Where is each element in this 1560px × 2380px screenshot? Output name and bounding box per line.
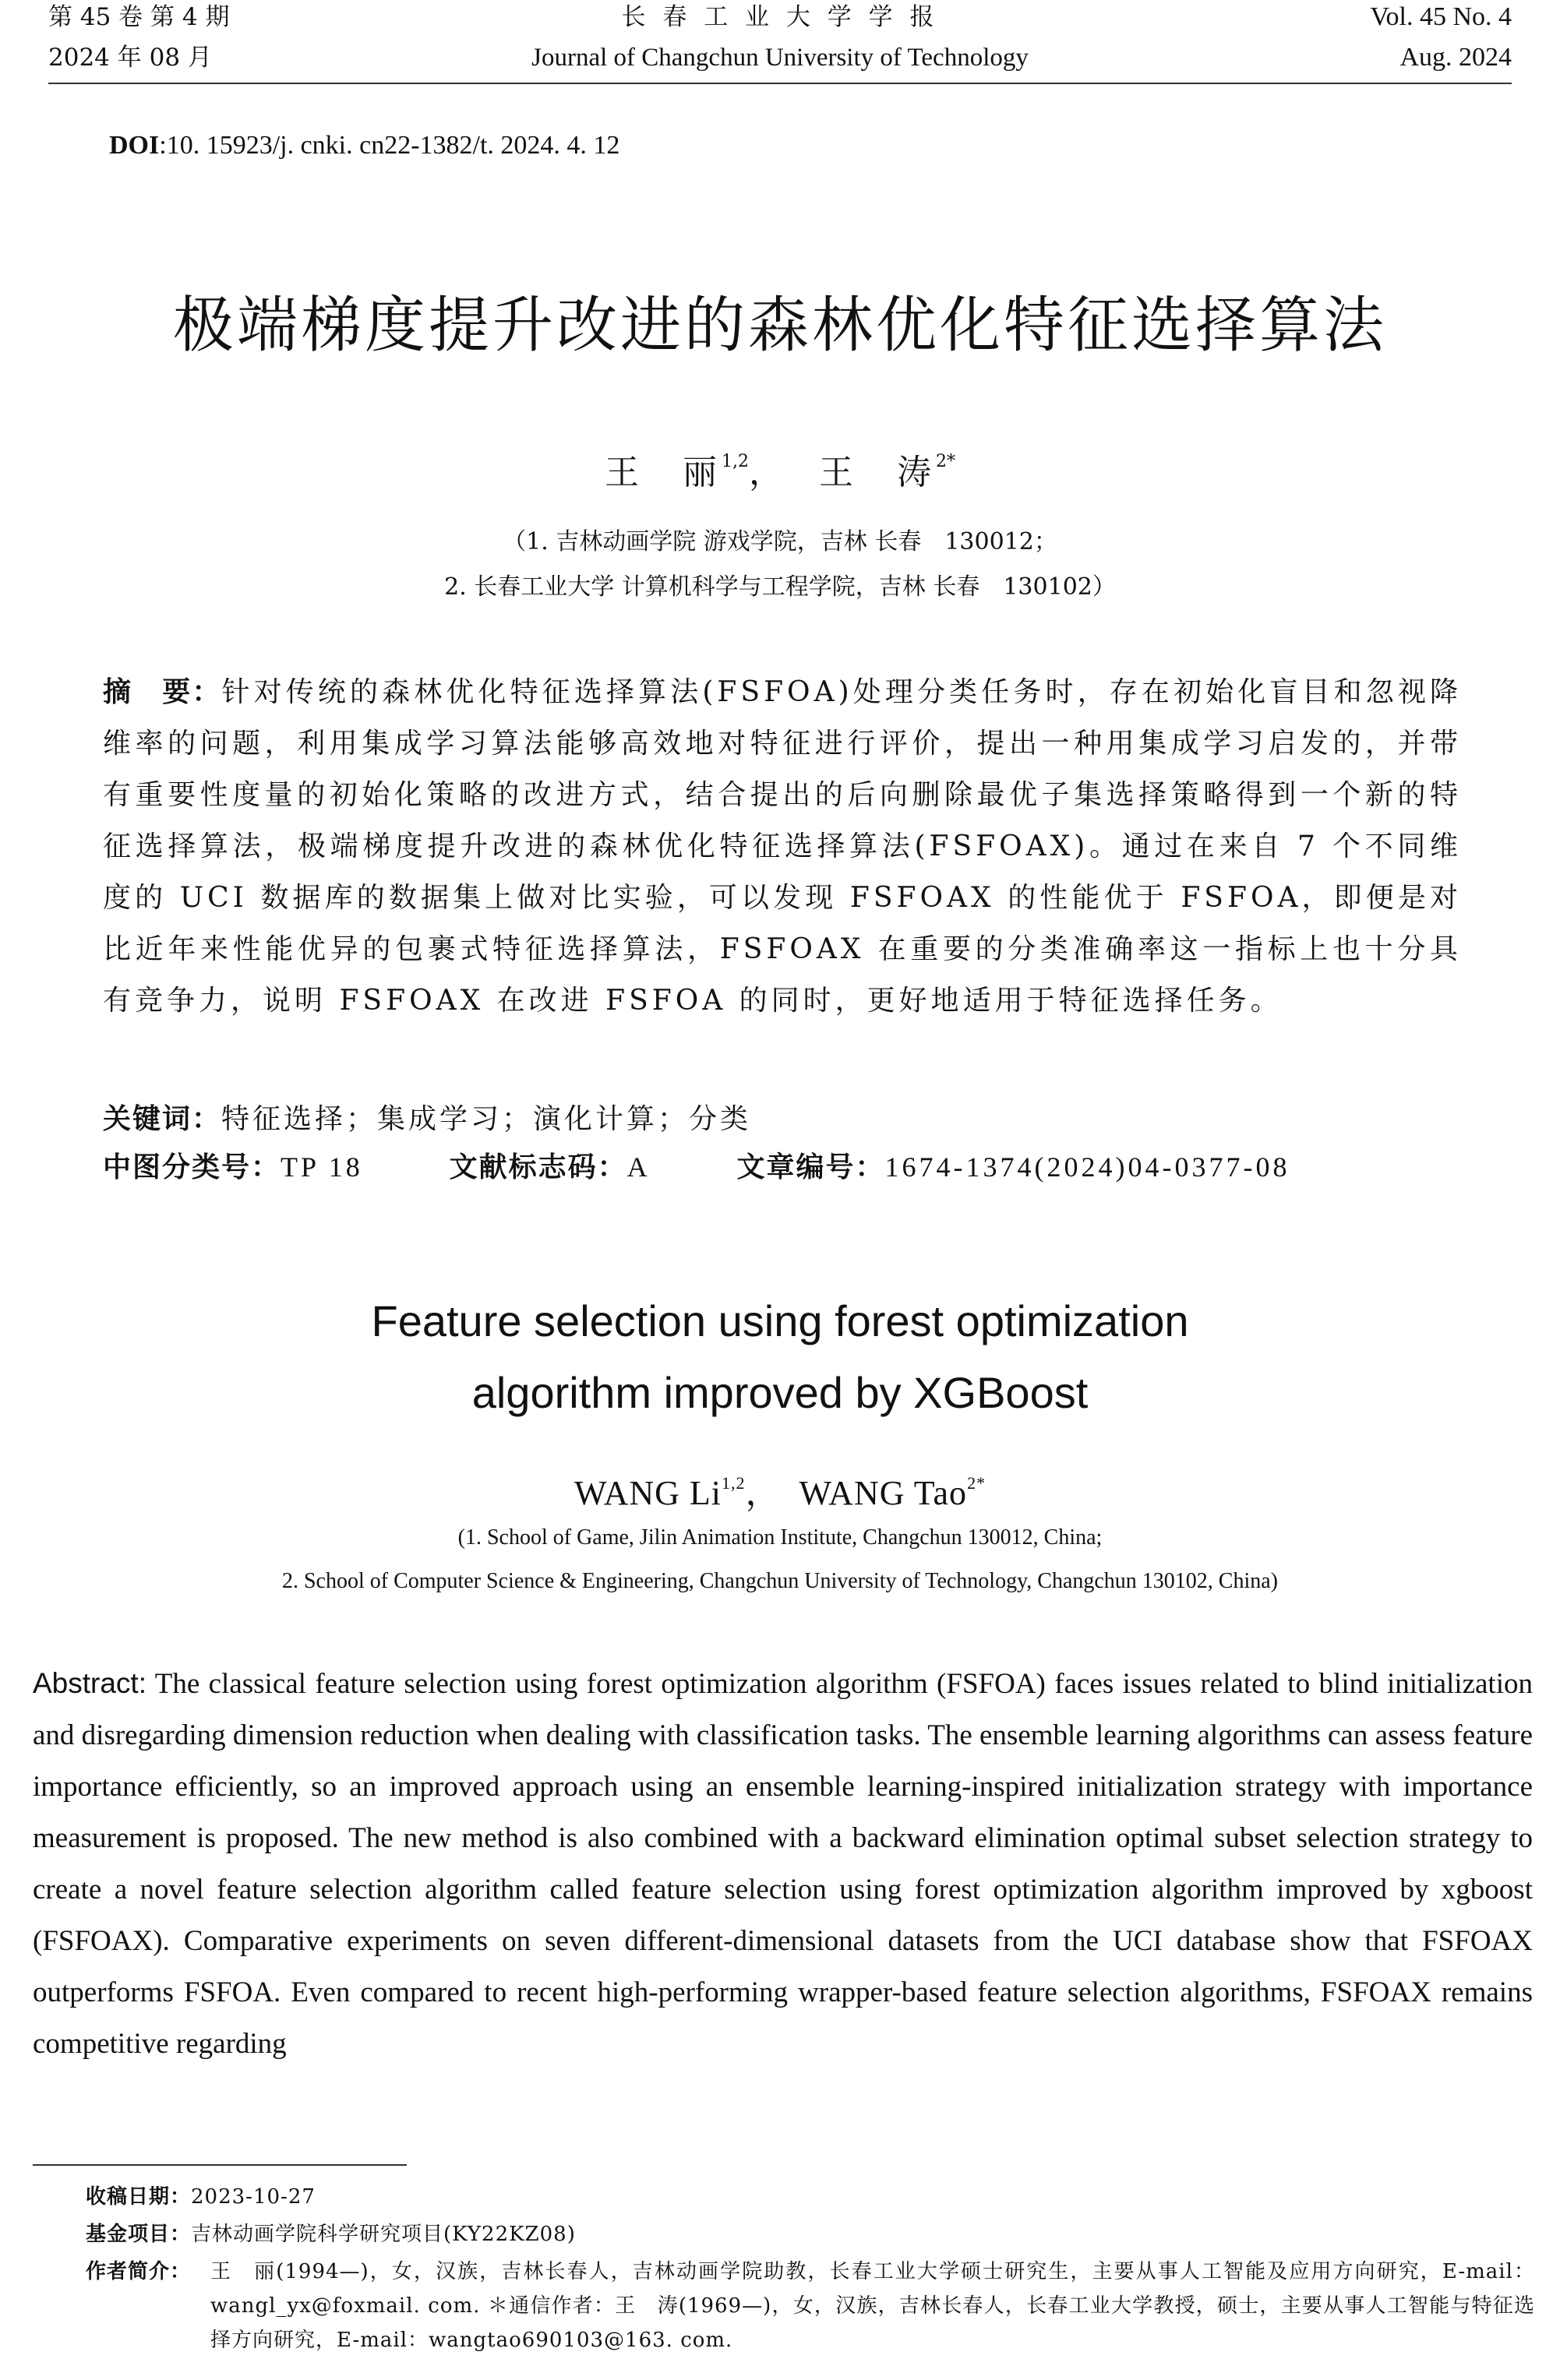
header-volume-cn: 第 45 卷 第 4 期	[48, 3, 230, 31]
title-cn: 极端梯度提升改进的森林优化特征选择算法	[172, 291, 1387, 361]
header-volume-en: Vol. 45 No. 4	[1370, 2, 1512, 31]
bio-label: 作者简介：	[86, 2260, 192, 2283]
author-1-sup-cn: 1,2	[722, 452, 749, 471]
keywords-cn-label: 关键词：	[103, 1103, 222, 1135]
fund-label: 基金项目：	[86, 2223, 192, 2246]
fund-value: 吉林动画学院科学研究项目(KY22KZ08)	[191, 2223, 576, 2246]
abstract-en-label: Abstract:	[33, 1667, 146, 1699]
abstract-cn-text: 针对传统的森林优化特征选择算法(FSFOA)处理分类任务时，存在初始化盲目和忽视降维率的问题，利用集成学习算法能够高效地对特征进行评价，提出一种用集成学习启发的，并带有重要性度量的初始化策略的改进方式，结合提出的后向删除最优子集选择策略得到一个新的特征选择算法，极端梯度提升改进的森林优化特征选择算法(FSFOAX)。通过在来自 7 个不同维度的 UCI 数据库的数据集上做对比实验，可以发现 FSFOAX 的性能优于 FSFOA，即便是对比近年来性能优异的包裹式特征选择算法，FSFOAX 在重要的分类准确率这一指标上也十分具有竞争力，说明 FSFOAX 在改进 FSFOA 的同时，更好地适用于特征选择任务。	[103, 676, 1462, 1017]
affiliation-en-2: 2. School of Computer Science & Engineering, Changchun University of Technology, Changchun 130102, China)	[281, 1569, 1279, 1593]
article-number-label: 文章编号：	[736, 1151, 885, 1183]
author-2-name-cn: 王 涛	[818, 453, 936, 492]
clc-value: TP 18	[281, 1151, 363, 1183]
keywords-cn-text: 特征选择；集成学习；演化计算；分类	[221, 1103, 752, 1135]
doc-code-label: 文献标志码：	[449, 1151, 627, 1183]
clc-label: 中图分类号：	[103, 1151, 281, 1183]
authors-cn	[0, 444, 1560, 494]
abstract-cn-label: 摘 要：	[103, 676, 222, 708]
abstract-en-text: The classical feature selection using forest optimization algorithm (FSFOA) faces issues related to blind initialization and disregarding dimension reduction when dealing with classification tasks. The ensemble learning algorithms can assess feature importance efficiently, so an improved approach using an ensemble learning-inspired initialization strategy with importance measurement is proposed. The new method is also combined with a backward elimination optimal subset selection strategy to create a novel feature selection algorithm called feature selection using forest optimization algorithm improved by xgboost (FSFOAX). Comparative experiments on seven different-dimensional datasets from the UCI database show that FSFOAX outperforms FSFOA. Even compared to recent high-performing wrapper-based feature selection algorithms, FSFOAX remains competitive regarding	[33, 1668, 1533, 2060]
received-value: 2023-10-27	[191, 2185, 316, 2209]
doi-label: DOI	[109, 131, 160, 160]
classification-cn	[103, 1145, 1290, 1185]
abstract-en	[33, 1658, 1533, 2070]
header-date-en: Aug. 2024	[1399, 43, 1512, 72]
header-journal-en: Journal of Changchun University of Technology	[531, 44, 1029, 72]
author-1-sup-en: 1,2	[722, 1473, 746, 1493]
author-1-name-cn: 王 丽	[605, 453, 722, 492]
author-2-sup-cn: 2*	[935, 452, 955, 471]
title-en	[0, 1285, 1560, 1429]
author-separator-cn: ，	[749, 453, 788, 492]
footnote-rule	[33, 2164, 407, 2166]
affiliation-cn-1: （1. 吉林动画学院 游戏学院，吉林 长春 130012；	[503, 528, 1057, 555]
author-1-name-en: WANG Li	[574, 1474, 722, 1512]
footnote-fund	[86, 2217, 1535, 2251]
author-2-name-en: WANG Tao	[799, 1474, 968, 1512]
affiliation-en-1: (1. School of Game, Jilin Animation Institute, Changchun 130012, China;	[457, 1525, 1103, 1550]
title-en-line-1: Feature selection using forest optimization	[371, 1296, 1189, 1345]
affiliation-cn-2: 2. 长春工业大学 计算机科学与工程学院，吉林 长春 130102）	[444, 573, 1116, 601]
authors-en	[0, 1465, 1560, 1514]
doc-code-value: A	[626, 1151, 651, 1183]
keywords-cn	[103, 1097, 751, 1137]
author-separator-en: ，	[745, 1474, 781, 1512]
footnote-bio-label	[86, 2255, 210, 2289]
footnote-bio-value: 王 丽(1994—)，女，汉族，吉林长春人，吉林动画学院助教，长春工业大学硕士研究生，主要从事人工智能及应用方向研究，E-mail：wangl_yx@foxmail. com. ＊通信作者：王 涛(1969—)，女，汉族，吉林长春人，长春工业大学教授，硕士，主要从事人工智能与特征选择方向研究，E-mail：wangtao690103@163. com.	[210, 2260, 1535, 2352]
doi-value: 10. 15923/j. cnki. cn22-1382/t. 2024. 4. 12	[166, 131, 620, 160]
title-en-line-2: algorithm improved by XGBoost	[471, 1368, 1089, 1417]
doi: DOI:10. 15923/j. cnki. cn22-1382/t. 2024. 4. 12	[109, 131, 620, 160]
article-number-value: 1674-1374(2024)04-0377-08	[884, 1151, 1290, 1183]
received-label: 收稿日期：	[86, 2185, 192, 2209]
footnote-received	[86, 2180, 1535, 2214]
header-rule	[48, 83, 1512, 84]
abstract-cn	[103, 667, 1462, 1027]
header-journal-cn: 长 春 工 业 大 学 学 报	[621, 3, 939, 31]
header-date-cn: 2024 年 08 月	[48, 44, 212, 72]
author-2-sup-en: 2*	[967, 1473, 986, 1493]
